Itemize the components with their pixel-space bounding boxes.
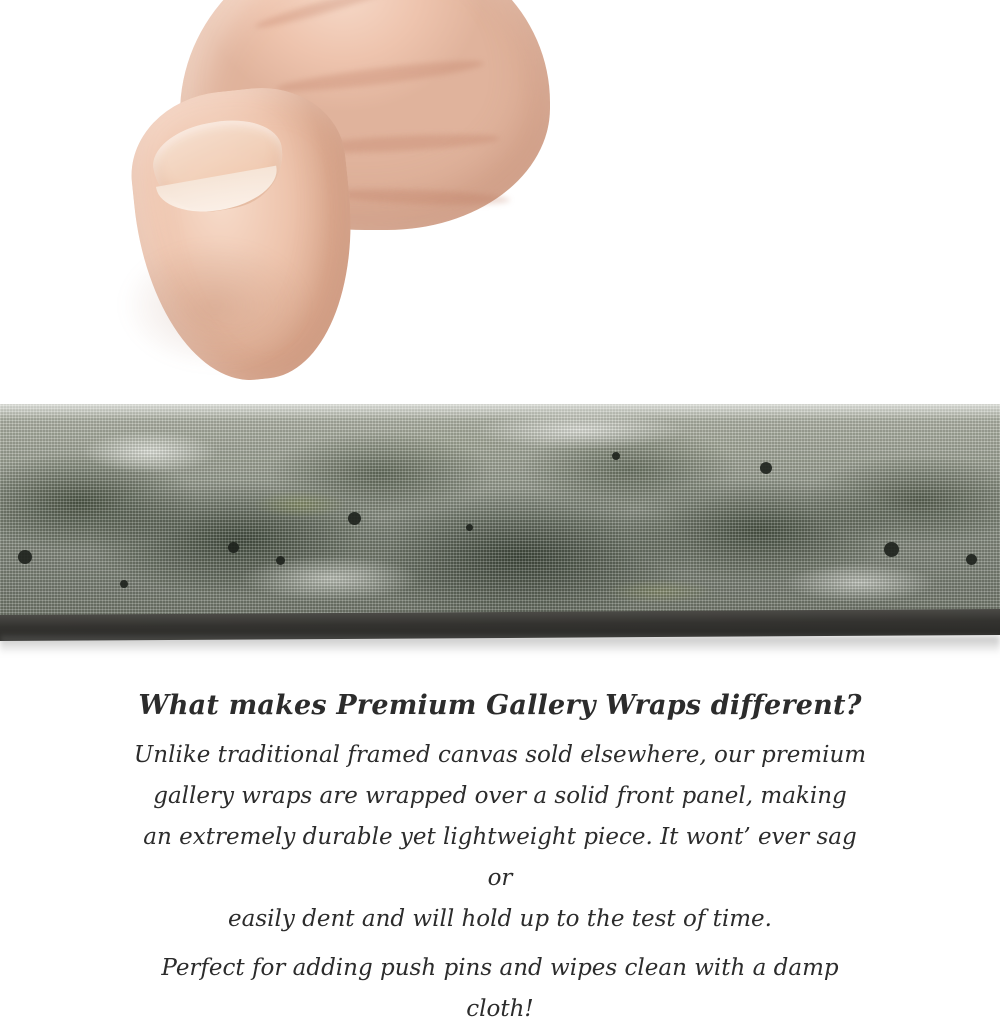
canvas-edge-strip — [0, 404, 1000, 622]
knuckle-crease — [253, 0, 400, 32]
paint-speck — [966, 554, 977, 565]
paint-speck — [120, 580, 128, 588]
paint-speck — [276, 556, 285, 565]
caption-block — [0, 690, 1000, 1030]
canvas-top-highlight — [0, 404, 1000, 420]
paint-speck — [348, 512, 361, 525]
knuckle-crease — [330, 187, 510, 207]
caption-line: gallery wraps are wrapped over a solid front panel, making — [153, 783, 847, 809]
hand-graphic — [120, 0, 550, 440]
caption-line: easily dent and will hold up to the test of time. — [228, 906, 772, 932]
paint-speck — [18, 550, 32, 564]
canvas-drop-shadow — [0, 636, 1000, 654]
caption-line: an extremely durable yet lightweight piece. It wont’ ever sag or — [143, 824, 857, 891]
caption-line: Unlike traditional framed canvas sold elsewhere, our premium — [133, 742, 867, 768]
paint-speck — [466, 524, 473, 531]
canvas-weave-texture — [0, 404, 1000, 622]
knuckle-crease — [275, 55, 485, 96]
finger-shadow — [120, 240, 310, 370]
caption-heading: What makes Premium Gallery Wraps different? — [138, 690, 862, 721]
caption-body — [0, 735, 1000, 1030]
caption-final-line: Perfect for adding push pins and wipes clean with a damp cloth! — [161, 955, 839, 1022]
paint-speck — [612, 452, 620, 460]
paint-speck — [228, 542, 239, 553]
paint-speck — [884, 542, 899, 557]
paint-speck — [760, 462, 772, 474]
